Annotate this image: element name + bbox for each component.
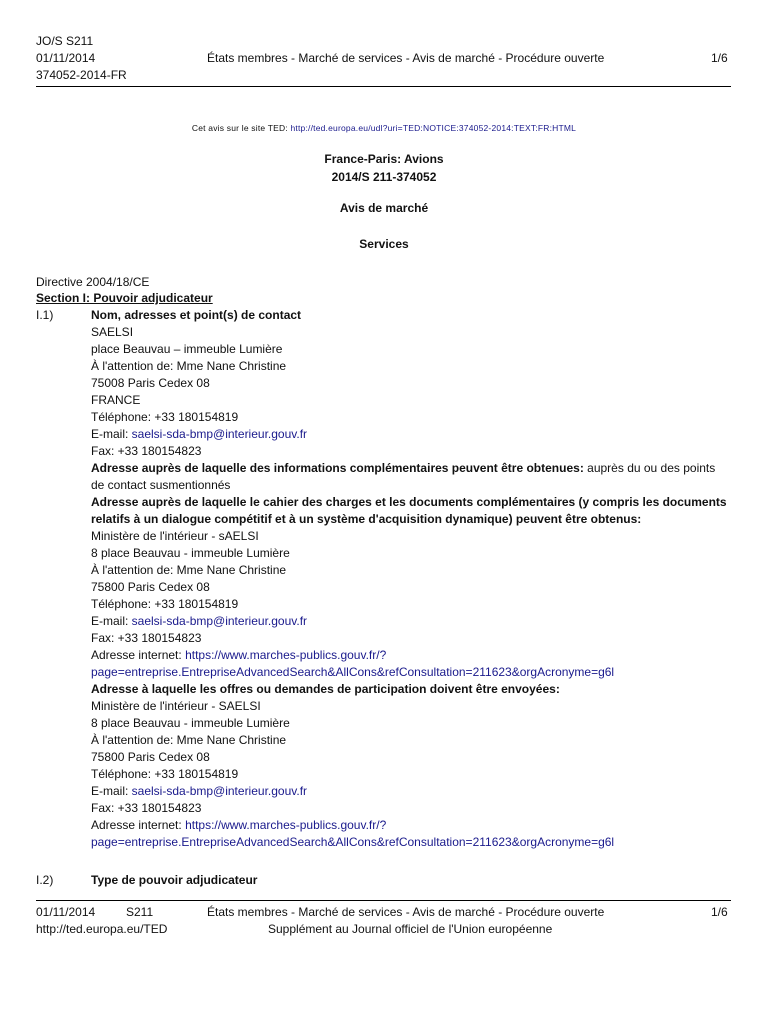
header-journal: JO/S S211 — [36, 34, 94, 48]
email-link[interactable]: saelsi-sda-bmp@interieur.gouv.fr — [131, 427, 308, 441]
header-title: États membres - Marché de services - Avis de marché - Procédure ouverte — [207, 51, 605, 65]
docs-web-label: Adresse internet: — [91, 648, 186, 662]
offers-label: Adresse à laquelle les offres ou demandes de participation doivent être envoyées: — [91, 682, 560, 696]
docs-label: Adresse auprès de laquelle le cahier des charges et les documents complémentaires (y compris les documents relatifs à un dialogue compétitif et à un système d'acquisition dynamique) peuvent être obtenus: — [91, 495, 727, 526]
ted-prefix: Cet avis sur le site TED: — [191, 123, 288, 133]
offers-web-label: Adresse internet: — [91, 818, 186, 832]
docs-line: À l'attention de: Mme Nane Christine — [91, 563, 287, 577]
fax: Fax: +33 180154823 — [91, 444, 202, 458]
i1-line: À l'attention de: Mme Nane Christine — [91, 359, 287, 373]
docs-line: Téléphone: +33 180154819 — [91, 597, 239, 611]
i1-line: SAELSI — [91, 325, 134, 339]
header-ref: 374052-2014-FR — [36, 68, 127, 82]
offers-fax: Fax: +33 180154823 — [91, 801, 202, 815]
header-rule — [36, 86, 731, 87]
offers-email-label: E-mail: — [91, 784, 132, 798]
footer-supplement: Supplément au Journal officiel de l'Union européenne — [268, 922, 553, 936]
footer-site-link[interactable]: http://ted.europa.eu/TED — [36, 922, 168, 936]
footer-date: 01/11/2014 — [36, 905, 96, 919]
email-label: E-mail: — [91, 427, 132, 441]
footer-page: 1/6 — [711, 905, 728, 919]
i1-title: Nom, adresses et point(s) de contact — [91, 308, 302, 322]
docs-web-link[interactable]: https://www.marches-publics.gouv.fr/? — [185, 648, 387, 662]
docs-line: 75800 Paris Cedex 08 — [91, 580, 210, 594]
offers-email-link[interactable]: saelsi-sda-bmp@interieur.gouv.fr — [131, 784, 308, 798]
i1-line: FRANCE — [91, 393, 141, 407]
docs-email-link[interactable]: saelsi-sda-bmp@interieur.gouv.fr — [131, 614, 308, 628]
footer-rule — [36, 900, 731, 901]
offers-line: 75800 Paris Cedex 08 — [91, 750, 210, 764]
i1-block — [91, 307, 731, 851]
i2-number: I.2) — [36, 873, 54, 887]
info-address — [91, 460, 731, 494]
docs-email-label: E-mail: — [91, 614, 132, 628]
info-label: Adresse auprès de laquelle des informations complémentaires peuvent être obtenues: — [91, 461, 584, 475]
offers-line: À l'attention de: Mme Nane Christine — [91, 733, 287, 747]
notice-category: Services — [359, 237, 409, 251]
footer-title: États membres - Marché de services - Avis de marché - Procédure ouverte — [207, 905, 605, 919]
i1-line: Téléphone: +33 180154819 — [91, 410, 239, 424]
i1-number: I.1) — [36, 308, 54, 322]
offers-line: Téléphone: +33 180154819 — [91, 767, 239, 781]
docs-line: Ministère de l'intérieur - sAELSI — [91, 529, 259, 543]
offers-line: 8 place Beauvau - immeuble Lumière — [91, 716, 290, 730]
header-page: 1/6 — [711, 51, 728, 65]
footer-issue: S211 — [126, 905, 154, 919]
info-value: auprès du ou des points de contact susmentionnés — [91, 461, 716, 492]
directive: Directive 2004/18/CE — [36, 275, 150, 289]
i1-line: 75008 Paris Cedex 08 — [91, 376, 210, 390]
notice-number: 2014/S 211-374052 — [331, 170, 437, 184]
docs-web-link-cont[interactable]: page=entreprise.EntrepriseAdvancedSearch&AllCons&refConsultation=211623&orgAcronyme=g6l — [91, 665, 615, 679]
offers-web-link-cont[interactable]: page=entreprise.EntrepriseAdvancedSearch&AllCons&refConsultation=211623&orgAcronyme=g6l — [91, 835, 615, 849]
docs-fax: Fax: +33 180154823 — [91, 631, 202, 645]
header-date: 01/11/2014 — [36, 51, 96, 65]
section-heading: Section I: Pouvoir adjudicateur — [36, 291, 213, 305]
ted-url-link[interactable]: http://ted.europa.eu/udl?uri=TED:NOTICE:374052-2014:TEXT:FR:HTML — [290, 123, 577, 133]
offers-line: Ministère de l'intérieur - SAELSI — [91, 699, 261, 713]
i2-title: Type de pouvoir adjudicateur — [91, 873, 258, 887]
offers-web-link[interactable]: https://www.marches-publics.gouv.fr/? — [185, 818, 387, 832]
ted-link-line — [0, 123, 768, 133]
notice-type: Avis de marché — [339, 201, 429, 215]
i1-line: place Beauvau – immeuble Lumière — [91, 342, 283, 356]
docs-line: 8 place Beauvau - immeuble Lumière — [91, 546, 290, 560]
notice-title: France-Paris: Avions — [324, 152, 444, 166]
